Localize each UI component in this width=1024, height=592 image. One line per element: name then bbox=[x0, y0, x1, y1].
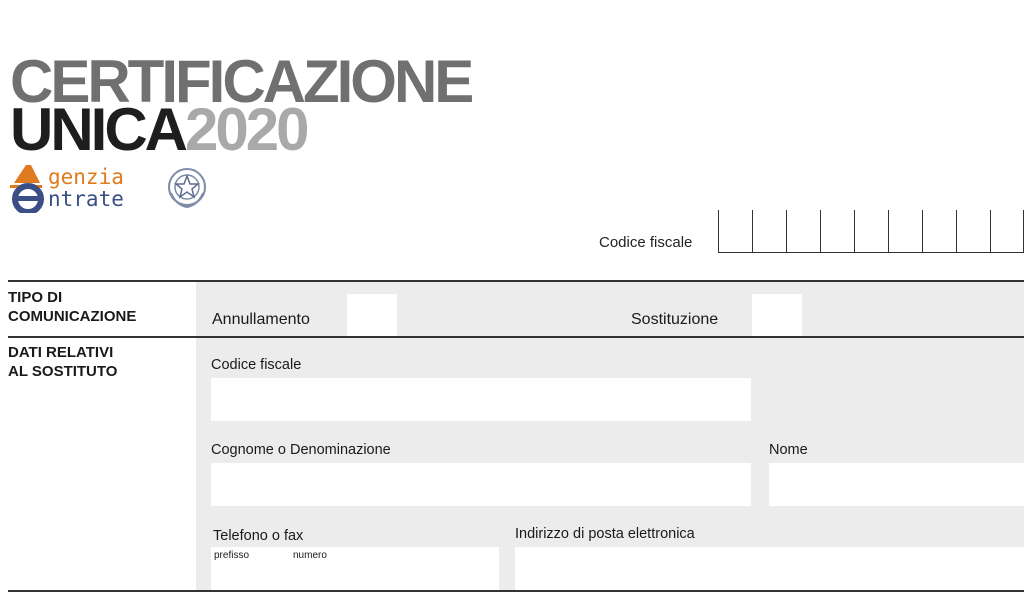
title-year: 2020 bbox=[185, 96, 307, 163]
top-divider bbox=[8, 280, 1024, 282]
telefono-label: Telefono o fax bbox=[213, 528, 304, 544]
nome-label: Nome bbox=[769, 442, 808, 458]
numero-label: numero bbox=[293, 550, 327, 561]
email-field[interactable] bbox=[515, 547, 1024, 590]
title-certificazione: CERTIFICAZIONE bbox=[10, 48, 472, 115]
title-unica: UNICA bbox=[10, 96, 185, 163]
codice-fiscale-boxes[interactable] bbox=[718, 210, 1024, 253]
tipo-di-comunicazione-label: TIPO DI COMUNICAZIONE bbox=[8, 289, 137, 325]
sostituzione-label: Sostituzione bbox=[631, 311, 719, 328]
repubblica-emblem-icon bbox=[166, 163, 208, 211]
agenzia-entrate-logo bbox=[8, 163, 208, 213]
nome-field[interactable] bbox=[769, 463, 1024, 506]
agenzia-entrate-mark-icon bbox=[8, 163, 52, 213]
annullamento-label: Annullamento bbox=[212, 311, 310, 328]
logo-word-genzia: genzia bbox=[48, 165, 124, 189]
sostituto-codice-fiscale-field[interactable] bbox=[211, 378, 751, 421]
telefono-field[interactable] bbox=[211, 547, 499, 590]
title-unica-2020 bbox=[10, 96, 307, 163]
cognome-label: Cognome o Denominazione bbox=[211, 442, 391, 458]
section-divider bbox=[8, 336, 1024, 338]
logo-word-ntrate: ntrate bbox=[48, 187, 124, 211]
cognome-field[interactable] bbox=[211, 463, 751, 506]
annullamento-checkbox[interactable] bbox=[347, 294, 397, 336]
email-label: Indirizzo di posta elettronica bbox=[515, 526, 695, 542]
dati-sostituto-label: DATI RELATIVI AL SOSTITUTO bbox=[8, 344, 118, 380]
sostituzione-checkbox[interactable] bbox=[752, 294, 802, 336]
prefisso-label: prefisso bbox=[214, 550, 250, 561]
codice-fiscale-label: Codice fiscale bbox=[599, 234, 693, 251]
sostituto-codice-fiscale-label: Codice fiscale bbox=[211, 357, 302, 373]
form-panel bbox=[196, 281, 1024, 592]
